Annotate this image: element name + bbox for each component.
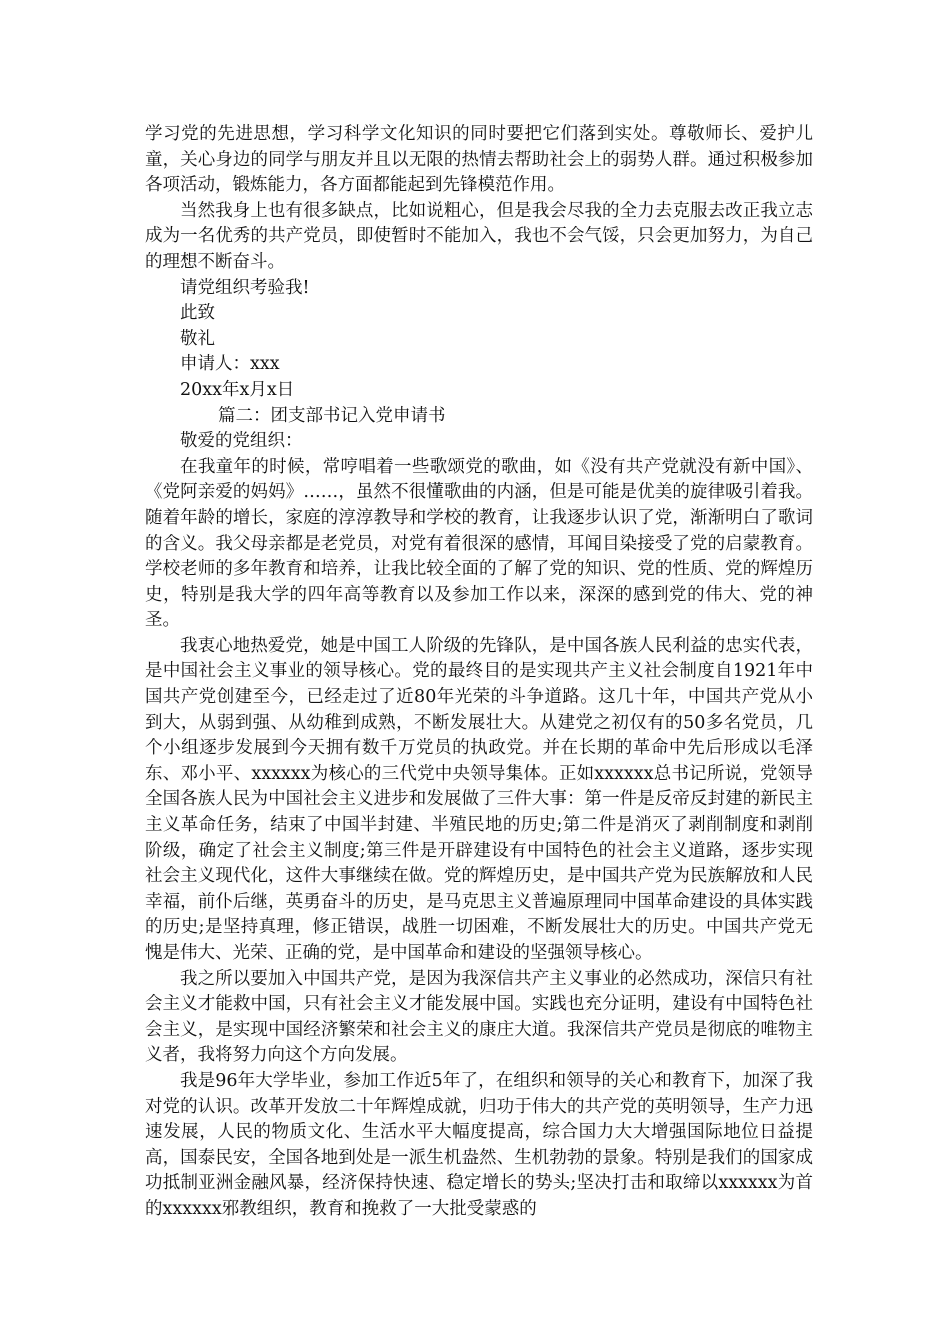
date-line: 20xx年x月x日 <box>180 379 295 400</box>
closing-cizhi: 此致 <box>180 303 215 324</box>
applicant-line: 申请人：xxx <box>180 354 280 375</box>
section-title: 篇二：团支部书记入党申请书 <box>218 405 446 426</box>
paragraph-childhood: 在我童年的时候，常哼唱着一些歌颂党的歌曲，如《没有共产党就没有新中国》、《党阿亲爱的妈妈》……，虽然不很懂歌曲的内涵，但是可能是优美的旋律吸引着我。随着年龄的增长，家庭的淳淳教导和学校的教育，让我逐步认识了党，渐渐明白了歌词的含义。我父母亲都是老党员，对党有着很深的感情，耳闻目染接受了党的启蒙教育。学校老师的多年教育和培养，让我比较全面的了解了党的知识、党的性质、党的辉煌历史，特别是我大学的四年高等教育以及参加工作以来，深深的感到党的伟大、党的神圣。 <box>145 456 813 631</box>
paragraph-shortcomings: 当然我身上也有很多缺点，比如说粗心，但是我会尽我的全力去克服去改正我立志成为一名优秀的共产党员，即使暂时不能加入，我也不会气馁，只会更加努力，为自己的理想不断奋斗。 <box>145 200 813 272</box>
paragraph-work: 我是96年大学毕业，参加工作近5年了，在组织和领导的关心和教育下，加深了我对党的认识。改革开发放二十年辉煌成就，归功于伟大的共产党的英明领导，生产力迅速发展，人民的物质文化、生活水平大幅度提高，综合国力大大增强国际地位日益提高，国泰民安，全国各地到处是一派生机盎然、生机勃勃的景象。特别是我们的国家成功抵制亚洲金融风暴，经济保持快速、稳定增长的势头;坚决打击和取缔以xxxxxx为首的xxxxxx邪教组织，教育和挽救了一大批受蒙惑的 <box>145 1070 813 1219</box>
salutation: 敬爱的党组织： <box>180 431 303 452</box>
closing-jingli: 敬礼 <box>180 328 215 349</box>
paragraph-love-party: 我衷心地热爱党，她是中国工人阶级的先锋队，是中国各族人民利益的忠实代表，是中国社会主义事业的领导核心。党的最终目的是实现共产主义社会制度自1921年中国共产党创建至今，已经走过了近80年光荣的斗争道路。这几十年，中国共产党从小到大，从弱到强、从幼稚到成熟，不断发展壮大。从建党之初仅有的50多名党员，几个小组逐步发展到今天拥有数千万党员的执政党。并在长期的革命中先后形成以毛泽东、邓小平、xxxxxx为核心的三代党中央领导集体。正如xxxxxx总书记所说，党领导全国各族人民为中国社会主义进步和发展做了三件大事：第一件是反帝反封建的新民主主义革命任务，结束了中国半封建、半殖民地的历史;第二件是消灭了剥削制度和剥削阶级，确定了社会主义制度;第三件是开辟建设有中国特色的社会主义道路，逐步实现社会主义现代化，这件大事继续在做。党的辉煌历史，是中国共产党为民族解放和人民幸福，前仆后继，英勇奋斗的历史，是马克思主义普遍原理同中国革命建设的具体实践的历史;是坚持真理，修正错误，战胜一切困难，不断发展壮大的历史。中国共产党无愧是伟大、光荣、正确的党，是中国革命和建设的坚强领导核心。 <box>145 635 813 963</box>
paragraph-reason: 我之所以要加入中国共产党，是因为我深信共产主义事业的必然成功，深信只有社会主义才能救中国，只有社会主义才能发展中国。实践也充分证明，建设有中国特色社会主义，是实现中国经济繁荣和社会主义的康庄大道。我深信共产党员是彻底的唯物主义者，我将努力向这个方向发展。 <box>145 968 813 1066</box>
paragraph-continued: 学习党的先进思想，学习科学文化知识的同时要把它们落到实处。尊敬师长、爱护儿童，关心身边的同学与朋友并且以无限的热情去帮助社会上的弱势人群。通过积极参加各项活动，锻炼能力，各方面都能起到先锋模范作用。 <box>145 124 813 196</box>
document-body <box>145 122 813 1223</box>
request-line: 请党组织考验我! <box>180 277 310 298</box>
